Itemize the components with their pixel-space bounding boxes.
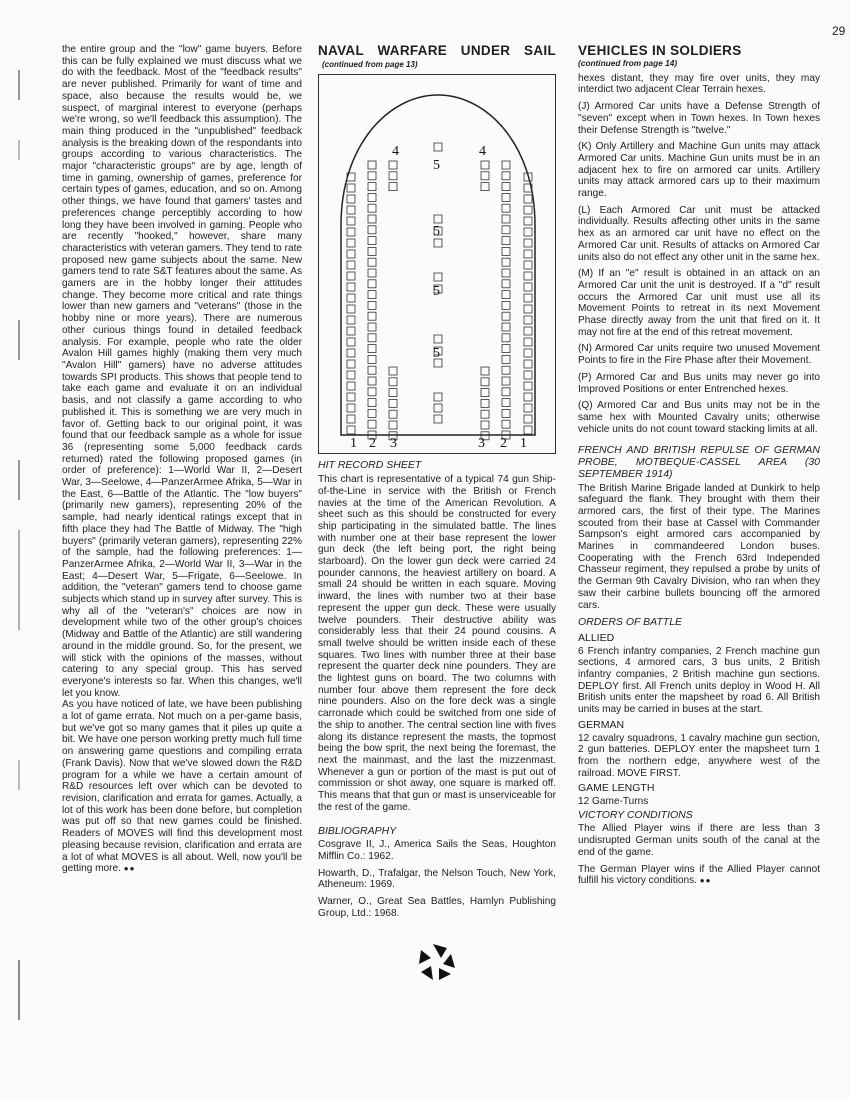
publisher-logo-icon <box>416 941 458 983</box>
column-labels <box>350 144 527 451</box>
lower-deck-square <box>347 305 355 313</box>
lower-deck-square <box>524 261 532 269</box>
game-length-text: 12 Game-Turns <box>578 796 649 808</box>
lower-deck-square <box>347 371 355 379</box>
hit-record-heading: HIT RECORD SHEET <box>318 459 422 472</box>
upper-deck-square <box>368 172 376 180</box>
scenario-text: The British Marine Brigade landed at Dunkirk to help safeguard the flank. They brought with them their armored cars, the first of their type. The Marines scouted from their base at Cassel with Commander Sampson's eight armored cars accompanied by Marines in commandeered London buses. Cooperating with the French 63rd Independed Chasseur regiment, they repulsed a probe by units of the German 9th Cavalry Division, who ran when they saw their carbine bullets bouncing off the armored cars. <box>578 482 820 611</box>
upper-deck-square <box>502 399 510 407</box>
upper-deck-square <box>368 410 376 418</box>
upper-deck-square <box>502 259 510 267</box>
lower-deck-square <box>347 228 355 236</box>
upper-deck-starboard-label: 2 <box>500 436 507 452</box>
upper-deck-square <box>502 313 510 321</box>
lower-deck-square <box>347 404 355 412</box>
quarter-deck-square <box>481 389 489 397</box>
upper-deck-square <box>368 421 376 429</box>
victory-heading: VICTORY CONDITIONS <box>578 808 693 821</box>
quarter-deck-starboard-label: 3 <box>478 436 485 452</box>
fore-deck-square <box>481 183 489 191</box>
vehicles-title: VEHICLES IN SOLDIERS <box>578 43 742 58</box>
quarter-deck-square <box>481 378 489 386</box>
upper-deck-square <box>502 226 510 234</box>
upper-deck-square <box>368 399 376 407</box>
lower-deck-square <box>524 371 532 379</box>
lower-deck-square <box>347 382 355 390</box>
upper-deck-square <box>502 388 510 396</box>
quarter-deck-square <box>389 411 397 419</box>
fore-deck-square <box>481 161 489 169</box>
upper-deck-square <box>368 313 376 321</box>
lower-deck-square <box>524 382 532 390</box>
upper-deck-square <box>502 161 510 169</box>
hit-record-chart <box>318 74 556 454</box>
bibliography-entry: Cosgrave II, J., America Sails the Seas, Houghton Mifflin Co.: 1962. <box>318 839 556 862</box>
lower-deck-square <box>524 217 532 225</box>
upper-deck-square <box>368 248 376 256</box>
lower-deck-square <box>347 283 355 291</box>
allied-text: 6 French infantry companies, 2 French machine gun sections, 4 armored cars, 3 bus units, 2 British infantry companies, 2 British machine gun sections. DEPLOY first. All French units deploy in Wood H. All British units enter the mapsheet by road 6. All British units may be carried in buses at the start. <box>578 645 820 716</box>
bibliography-entry: Howarth, D., Trafalgar, the Nelson Touch, New York, Atheneum: 1969. <box>318 867 556 891</box>
lower-deck-square <box>347 206 355 214</box>
upper-deck-square <box>502 237 510 245</box>
lower-deck-square <box>347 426 355 434</box>
lower-deck-square <box>347 250 355 258</box>
german-text: 12 cavalry squadrons, 1 cavalry machine gun section, 2 gun batteries. DEPLOY enter the mapsheet turn 1 from the northern edge, anywhere west of the railroad. MOVE FIRST. <box>578 732 820 779</box>
mast-square <box>434 393 442 401</box>
mast-square <box>434 143 442 151</box>
upper-deck-square <box>368 367 376 375</box>
rule-paragraph: (N) Armored Car units require two unused Movement Points to fire in the Fire Phase after their Movement. <box>578 343 820 367</box>
lower-deck-square <box>524 415 532 423</box>
lower-deck-starboard-label: 1 <box>520 436 527 452</box>
upper-deck-square <box>502 291 510 299</box>
mast-square <box>434 215 442 223</box>
game-length-heading: GAME LENGTH <box>578 782 655 795</box>
naval-section-header <box>318 44 556 70</box>
ship-diagram <box>319 75 557 453</box>
upper-deck-square <box>368 377 376 385</box>
end-mark-icon: ●● <box>699 876 712 886</box>
upper-deck-square <box>502 377 510 385</box>
fore-deck-square <box>389 172 397 180</box>
bowsprit-label: 5 <box>433 158 440 174</box>
upper-deck-square <box>502 280 510 288</box>
upper-deck-square <box>368 183 376 191</box>
middle-column <box>318 44 556 983</box>
upper-deck-square <box>368 302 376 310</box>
lower-deck-square <box>347 261 355 269</box>
quarter-deck-square <box>389 421 397 429</box>
left-column <box>62 44 302 875</box>
upper-deck-square <box>502 323 510 331</box>
fore-deck-square <box>389 161 397 169</box>
vehicles-continued: (continued from page 14) <box>578 58 678 68</box>
lower-deck-square <box>524 195 532 203</box>
upper-deck-square <box>368 356 376 364</box>
left-paragraph-1: the entire group and the "low" game buyers. Before this can be fully explained we must discuss what we do with the feedback. Most of the "feedback results" are never published. Primarily for want of time and space, also because the results would be, we suspect, of marginal interest to everyone (perhaps we're wrong, so we'll feedback this assumption). The main thing produced in the "unpublished" feedback analysis is the breaking down of the respondants into groups according to various characteristics. The major "characteristic groups" are by age, length of time in gaming, ownership of games, preference for certain types of games, education, and so on. Among other things, we have found that gamers' tastes and preferences change perceptibly according to how long they have been involved in gaming. People who are recently "hooked," however, share many characteristics with veteran gamers. They tend to rate proposed new game subjects about the same. New gamers tend to rate S&T features about the same. As gamers are in the hobby longer their attitudes change. They become more critical and rate things lower than new gamers and "veterans" (those in the hobby nine or more years). There are numerous other curious things found in detailed feedback analysis. For example, people who rate the older Avalon Hill games highly (making them very much "Avalon Hill" gamers) have no adverse attitudes towards SPI products. This shows that people tend to take each game and evaluate it on an individual basis, and not classify a game according to who published it. This is something we are very much in favor of. Getting back to our original point, it was found that our feedback sample as a whole for issue 36 (representing some 5,000 feedback cards returned) rated the following proposed games (in order of preference): 1—World War II, 2—Desert War, 3—Seelowe, 4—PanzerArmee Afrika, 5—War in the East, 6—Battle of the Atlantic. The "low buyers" (primarily new gamers), representing 20% of the sample, had nearly identical ratings except that in fifth place they had The Battle of Midway. The "high buyers" (primarily veteran gamers), representing 22% of the sample, had the following preferences: 1—PanzerArmee Afrika, 2—World War II, 3—War in the East; 4—Desert War, 5—Frigate, 6—Seelowe. In addition, the "veteran" gamers tend to choose game subjects which stand up in survey after survey. This is why all of the "veteran's" choices are now in development while two of the other group's choices (Midway and Battle of the Atlantic) are still wandering around in the middle ground. So, for the present, we will stick with the opinions of the masses, without catering to any special group. This has served everyone's interests so far. When this changes, we'll let you know. <box>62 44 302 699</box>
upper-deck-square <box>502 367 510 375</box>
upper-deck-square <box>502 410 510 418</box>
mizzenmast-label: 5 <box>433 346 440 362</box>
mast-square <box>434 273 442 281</box>
bibliography-entry: Warner, O., Great Sea Battles, Hamlyn Publishing Group, Ltd.: 1968. <box>318 896 556 919</box>
upper-deck-square <box>368 259 376 267</box>
lower-deck-square <box>347 217 355 225</box>
lower-deck-square <box>524 426 532 434</box>
quarter-deck-port-label: 3 <box>390 436 397 452</box>
upper-deck-square <box>368 323 376 331</box>
upper-deck-square <box>502 215 510 223</box>
lower-deck-square <box>524 250 532 258</box>
quarter-deck-square <box>481 421 489 429</box>
upper-deck-square <box>502 421 510 429</box>
rule-paragraph: (M) If an "e" result is obtained in an attack on an Armored Car unit the unit is destroyed. If a "d" result occurs the Armored Car unit must use all its Movement Points to retreat in its next Movement Phase directly away from the unit that fired on it. It may not fire at the end of this retreat movement. <box>578 268 820 338</box>
lower-deck-square <box>347 272 355 280</box>
quarter-deck-square <box>481 400 489 408</box>
lower-deck-square <box>347 360 355 368</box>
quarter-deck-square <box>389 400 397 408</box>
upper-deck-square <box>368 215 376 223</box>
victory-german <box>578 864 820 887</box>
upper-deck-square <box>502 334 510 342</box>
allied-heading: ALLIED <box>578 631 615 644</box>
lower-deck-square <box>524 338 532 346</box>
lower-deck-square <box>347 349 355 357</box>
upper-deck-square <box>368 388 376 396</box>
scenario-heading: FRENCH AND BRITISH REPULSE OF GERMAN PROBE, MOTBEQUE-CASSEL AREA (30 SEPTEMBER 1914) <box>578 444 820 480</box>
upper-deck-square <box>368 194 376 202</box>
right-column <box>578 44 820 887</box>
lower-deck-square <box>524 228 532 236</box>
upper-deck-square <box>368 291 376 299</box>
naval-title: NAVAL WARFARE UNDER SAIL <box>318 43 556 58</box>
upper-deck-square <box>502 248 510 256</box>
victory-german-text: The German Player wins if the Allied Player cannot fulfill his victory conditions. <box>578 863 820 887</box>
lower-deck-square <box>524 305 532 313</box>
end-mark-icon: ●● <box>123 864 136 874</box>
rule-paragraph: (P) Armored Car and Bus units may never go into Improved Positions or enter Entrenched hexes. <box>578 371 820 395</box>
lower-deck-square <box>524 206 532 214</box>
rule-paragraph: hexes distant, they may fire over units, they may interdict two adjacent Clear Terrain hexes. <box>578 72 820 96</box>
lower-deck-square <box>524 316 532 324</box>
upper-deck-square <box>368 345 376 353</box>
lower-deck-square <box>524 393 532 401</box>
lower-deck-square <box>524 404 532 412</box>
upper-deck-square <box>502 269 510 277</box>
mast-square <box>434 335 442 343</box>
upper-deck-square <box>502 205 510 213</box>
upper-deck-square <box>368 161 376 169</box>
upper-deck-square <box>502 172 510 180</box>
upper-deck-square <box>368 205 376 213</box>
left-paragraph-2-text: As you have noticed of late, we have been publishing a lot of game errata. Not much on a per-game basis, but we've got so many games that it piles up quite a bit. We have one person working pretty much full time on answering game questions and compiling errata (Frank Davis). Now that we've slowed down the R&D program for a while we have a certain amount of R&D resources left over which can be devoted to revision, clarification and errata for games. Actually, a lot of this work has been done before, but completion was put off so that new games could be finished. Readers of MOVES will find this development most pleasing because revision, clarification and errata are a lot of what MOVES is all about. Well, now you'll be getting more. <box>62 699 302 875</box>
lower-deck-square <box>347 294 355 302</box>
quarter-deck-square <box>389 378 397 386</box>
upper-deck-square <box>502 345 510 353</box>
lower-deck-square <box>347 195 355 203</box>
lower-deck-square <box>347 393 355 401</box>
upper-deck-square <box>502 356 510 364</box>
lower-deck-square <box>347 327 355 335</box>
lower-deck-square <box>524 283 532 291</box>
rule-paragraph: (J) Armored Car units have a Defense Strength of "seven" except when in Town hexes. In Town hexes their Defense Strength is "twelve." <box>578 101 820 136</box>
upper-deck-port-label: 2 <box>369 436 376 452</box>
lower-deck-port-label: 1 <box>350 436 357 452</box>
rule-paragraph: (K) Only Artillery and Machine Gun units may attack Armored Car units. Machine Gun units must be in an adjacent hex to fire on armored car units. Artillery units may attack armored cars up to their maximum range. <box>578 141 820 200</box>
rule-paragraph: (L) Each Armored Car unit must be attacked individually. Results affecting other units in the same hex as an armored car unit have no effect on the Armored Car unit. Results of attacks on Armored Car units also do not effect any other unit in the same hex. <box>578 204 820 263</box>
quarter-deck-square <box>389 367 397 375</box>
lower-deck-square <box>524 349 532 357</box>
lower-deck-square <box>347 184 355 192</box>
hit-record-text: This chart is representative of a typical 74 gun Ship-of-the-Line in service with the British or French navies at the time of the American Revolution. A sheet such as this should be constructed for every ship participating in the simulated battle. The lines with number one at their base represent the lower gun deck (the left being port, the right being starboard). On the lower gun deck were carried 24 pounder cannons, the heaviest artillery on board. A small 24 should be written in each square. Moving inward, the lines with number two at their base represent the upper gun deck. These were usually twelve pounders. Their destructive ability was considerably less that their 24 pound cousins. A small twelve should be written inside each of these squares. Two lines with number three at their base represent the quarter deck nine pounders. They are the lightest guns on board. The two columns with number four above them represent the fore deck nine pounders. Also on the fore deck was a single carronade which could be switched from one side of the ship to another. The central section line with fives along its distance represent the masts, the topmost being the bow sprit, the next being the foremast, the next the mainmast, and the last the mizzenmast. Whenever a gun or portion of the mast is put out of commission or shot away, one square is marked off. This means that that gun or mast is unserviceable for the rest of the game. <box>318 474 556 813</box>
binding-marks <box>16 60 22 1060</box>
upper-deck-square <box>502 183 510 191</box>
upper-deck-square <box>502 194 510 202</box>
lower-deck-square <box>347 338 355 346</box>
page-number: 29 <box>832 24 846 38</box>
mainmast-label: 5 <box>433 284 440 300</box>
victory-allied-text: The Allied Player wins if there are less than 3 undisrupted German units south of the canal at the end of the game. <box>578 823 820 858</box>
rule-paragraph: (Q) Armored Car and Bus units may not be in the same hex with Mounted Cavalry units; otherwise vehicle units do not count toward stacking limits at all. <box>578 400 820 435</box>
upper-deck-square <box>502 302 510 310</box>
fore-deck-port-label: 4 <box>392 144 399 160</box>
lower-deck-square <box>524 360 532 368</box>
bibliography-heading: BIBLIOGRAPHY <box>318 824 397 837</box>
lower-deck-square <box>524 294 532 302</box>
lower-deck-square <box>347 415 355 423</box>
lower-deck-square <box>347 316 355 324</box>
upper-deck-square <box>368 226 376 234</box>
lower-deck-square <box>524 272 532 280</box>
fore-deck-starboard-label: 4 <box>479 144 486 160</box>
german-heading: GERMAN <box>578 718 625 731</box>
upper-deck-square <box>368 280 376 288</box>
quarter-deck-square <box>481 367 489 375</box>
lower-deck-square <box>524 327 532 335</box>
upper-deck-square <box>368 334 376 342</box>
fore-deck-square <box>481 172 489 180</box>
lower-deck-square <box>347 239 355 247</box>
fore-deck-square <box>389 183 397 191</box>
upper-deck-square <box>368 269 376 277</box>
left-paragraph-2 <box>62 699 302 875</box>
foremast-label: 5 <box>433 224 440 240</box>
mast-square <box>434 239 442 247</box>
orders-heading: ORDERS OF BATTLE <box>578 616 683 629</box>
lower-deck-square <box>524 239 532 247</box>
mast-square <box>434 404 442 412</box>
quarter-deck-square <box>389 389 397 397</box>
upper-deck-square <box>368 237 376 245</box>
mast-square <box>434 415 442 423</box>
naval-continued: (continued from page 13) <box>322 59 418 69</box>
quarter-deck-square <box>481 411 489 419</box>
